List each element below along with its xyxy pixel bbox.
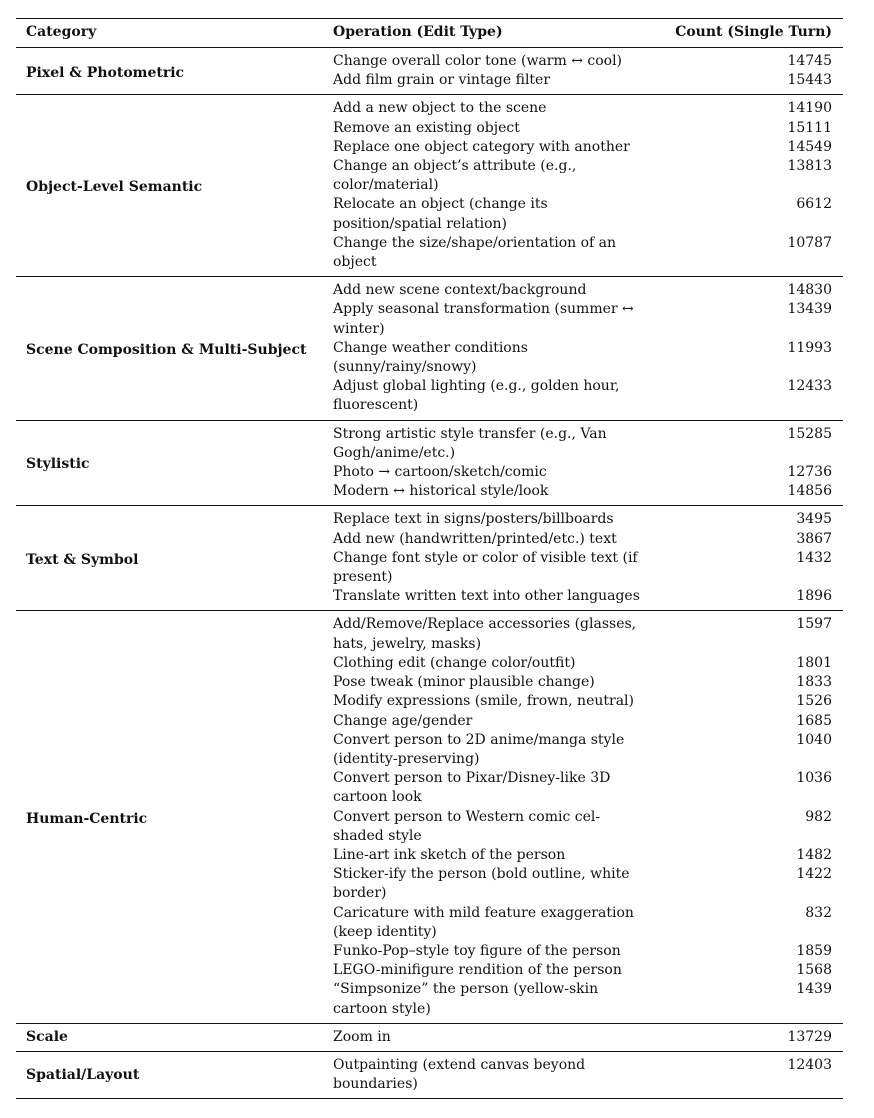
header-count: Count (Single Turn) <box>655 19 843 48</box>
count-cell: 3495 <box>796 511 832 528</box>
category-cell: Scene Composition & Multi-Subject <box>16 277 333 420</box>
operation-cell: Change age/gender <box>333 712 473 729</box>
count-cell: 1422 <box>796 866 832 883</box>
count-cell: 14856 <box>655 482 843 506</box>
operation-cell: Add film grain or vintage filter <box>333 71 655 95</box>
count-cell: 13439 <box>787 301 832 318</box>
count-cell: 982 <box>805 808 832 825</box>
operation-cell: Convert person to Western comic cel-shaded style <box>333 808 601 844</box>
count-cell: 1439 <box>655 980 843 1023</box>
table-group <box>16 506 843 611</box>
operation-cell: Change an object’s attribute (e.g., color/material) <box>333 158 577 194</box>
category-cell: Object-Level Semantic <box>16 95 333 277</box>
operation-cell: Relocate an object (change its position/spatial relation) <box>333 196 548 232</box>
count-cell: 12433 <box>655 377 843 420</box>
table-group <box>16 1051 843 1098</box>
count-cell: 1597 <box>796 616 832 633</box>
count-cell: 12403 <box>655 1051 843 1098</box>
table-group <box>16 1023 843 1051</box>
operation-cell: Line-art ink sketch of the person <box>333 846 566 863</box>
count-cell: 1568 <box>796 962 832 979</box>
operation-cell: Change weather conditions (sunny/rainy/snowy) <box>333 339 528 376</box>
table-row <box>16 1023 843 1051</box>
count-cell: 1833 <box>796 674 832 691</box>
category-cell: Human-Centric <box>16 611 333 1023</box>
category-cell: Pixel & Photometric <box>16 48 333 95</box>
operation-cell: Outpainting (extend canvas beyond boundaries) <box>333 1051 655 1098</box>
count-cell: 15111 <box>787 119 832 136</box>
operation-cell: Add new (handwritten/printed/etc.) text <box>333 530 617 547</box>
count-cell: 1859 <box>796 942 832 959</box>
table-row <box>16 277 843 301</box>
count-cell: 12736 <box>787 464 832 481</box>
operation-cell: Strong artistic style transfer (e.g., Van Gogh/anime/etc.) <box>333 425 607 461</box>
operation-cell: “Simpsonize” the person (yellow-skin cartoon style) <box>333 980 655 1023</box>
header-row <box>16 19 843 48</box>
table-row <box>16 1051 843 1098</box>
operation-cell: Replace text in signs/posters/billboards <box>333 511 614 528</box>
count-cell: 832 <box>805 904 832 921</box>
count-cell: 15285 <box>787 425 832 442</box>
operation-cell: Translate written text into other languages <box>333 587 655 611</box>
operation-cell: Add a new object to the scene <box>333 100 547 117</box>
operation-cell: Apply seasonal transformation (summer ↔ winter) <box>333 301 634 337</box>
operation-cell: Modern ↔ historical style/look <box>333 482 655 506</box>
table-row <box>16 611 843 654</box>
table-row <box>16 506 843 530</box>
operation-cell: Add new scene context/background <box>333 282 587 299</box>
operation-cell: Add/Remove/Replace accessories (glasses, hats, jewelry, masks) <box>333 616 637 652</box>
operation-cell: Funko-Pop–style toy figure of the person <box>333 942 621 959</box>
header-operation: Operation (Edit Type) <box>333 19 655 48</box>
count-cell: 6612 <box>796 196 832 213</box>
table-group <box>16 277 843 420</box>
count-cell: 1040 <box>796 731 832 748</box>
table-group <box>16 611 843 1023</box>
category-cell: Text & Symbol <box>16 506 333 611</box>
operation-cell: Sticker-ify the person (bold outline, white border) <box>333 866 630 902</box>
operation-cell: Change the size/shape/orientation of an object <box>333 234 655 277</box>
operation-cell: Clothing edit (change color/outfit) <box>333 654 576 671</box>
operation-cell: Photo → cartoon/sketch/comic <box>333 464 547 481</box>
operation-cell: Zoom in <box>333 1023 655 1051</box>
operation-cell: Change overall color tone (warm ↔ cool) <box>333 53 623 69</box>
table-group <box>16 95 843 277</box>
table-group <box>16 48 843 95</box>
table-group <box>16 420 843 506</box>
count-cell: 1685 <box>796 712 832 729</box>
count-cell: 1432 <box>796 549 832 566</box>
category-cell: Stylistic <box>16 420 333 506</box>
count-cell: 3867 <box>796 530 832 547</box>
count-cell: 1896 <box>655 587 843 611</box>
count-cell: 14830 <box>787 282 832 299</box>
operation-cell: Pose tweak (minor plausible change) <box>333 674 595 691</box>
operation-cell: Remove an existing object <box>333 119 520 136</box>
count-cell: 15443 <box>655 71 843 95</box>
operation-cell: LEGO-minifigure rendition of the person <box>333 962 622 979</box>
count-cell: 11993 <box>787 339 832 356</box>
operation-cell: Convert person to 2D anime/manga style (identity-preserving) <box>333 731 625 767</box>
edit-types-table <box>16 18 843 1099</box>
count-cell: 10787 <box>655 234 843 277</box>
table-header <box>16 19 843 48</box>
count-cell: 13813 <box>787 158 832 175</box>
operation-cell: Replace one object category with another <box>333 138 630 155</box>
operation-cell: Caricature with mild feature exaggeration (keep identity) <box>333 904 634 940</box>
header-category: Category <box>16 19 333 48</box>
category-cell: Spatial/Layout <box>16 1051 333 1098</box>
table-row <box>16 48 843 72</box>
operation-cell: Change font style or color of visible text (if present) <box>333 549 638 586</box>
count-cell: 1526 <box>796 693 832 710</box>
table-row <box>16 420 843 463</box>
table-row <box>16 95 843 119</box>
category-cell: Scale <box>16 1023 333 1051</box>
count-cell: 14549 <box>787 138 832 155</box>
count-cell: 14190 <box>787 100 832 117</box>
count-cell: 1482 <box>796 846 832 863</box>
count-cell: 1036 <box>796 770 832 787</box>
count-cell: 1801 <box>796 654 832 671</box>
count-cell: 13729 <box>655 1023 843 1051</box>
operation-cell: Adjust global lighting (e.g., golden hour, fluorescent) <box>333 377 655 420</box>
count-cell: 14745 <box>787 53 832 69</box>
operation-cell: Convert person to Pixar/Disney-like 3D cartoon look <box>333 770 611 806</box>
operation-cell: Modify expressions (smile, frown, neutral) <box>333 693 634 710</box>
